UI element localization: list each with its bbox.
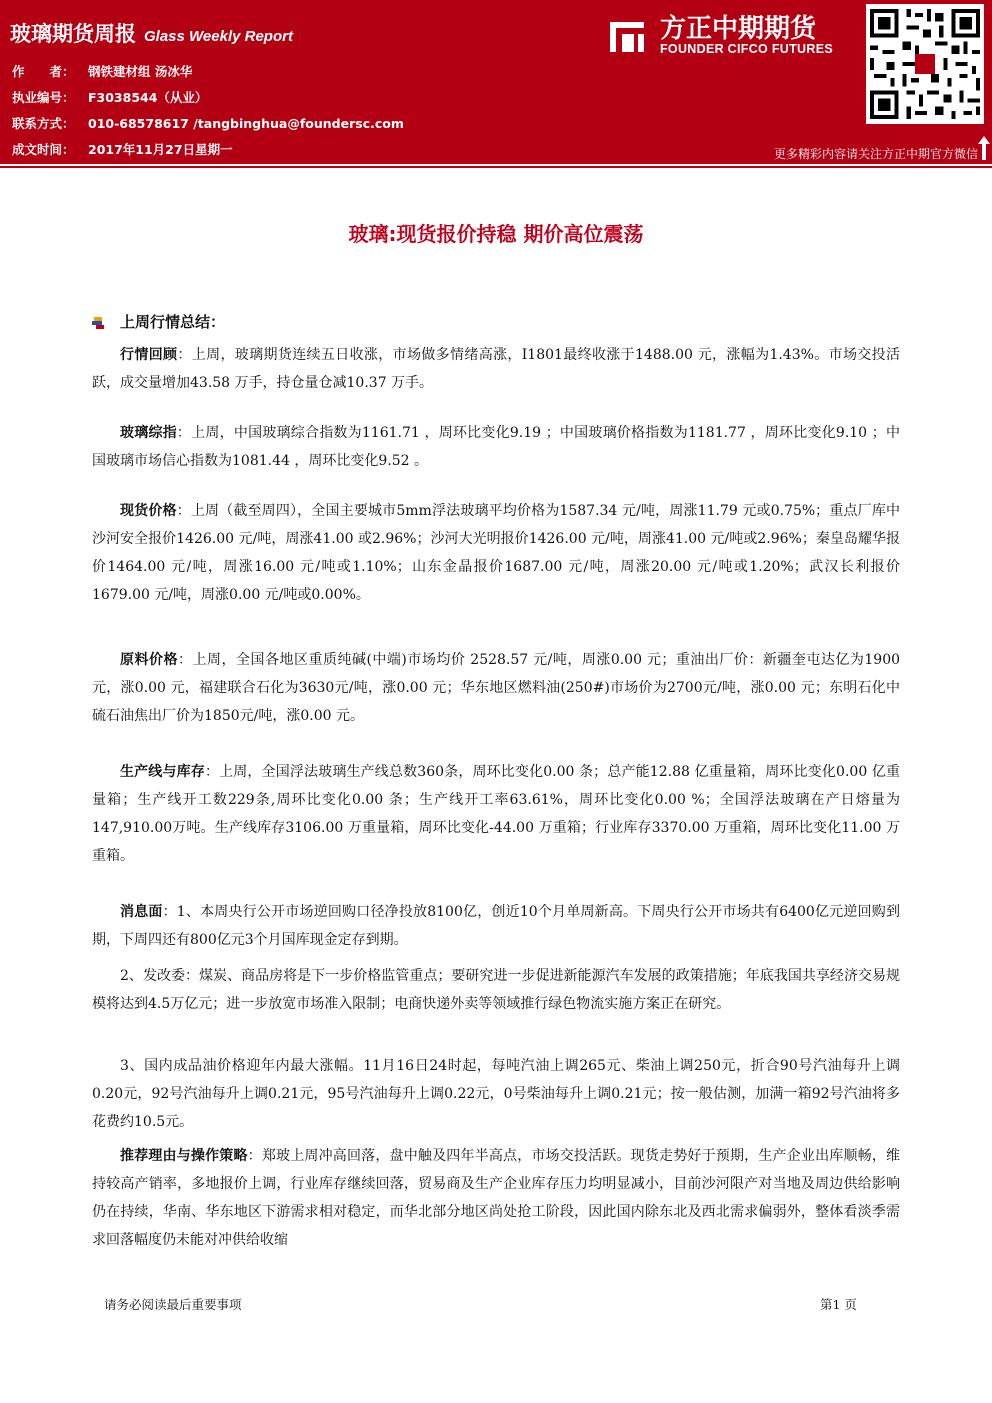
paragraph-text: 2、发改委：煤炭、商品房将是下一步价格监管重点；要研究进一步促进新能源汽车发展的政策措施；年底我国共享经济交易规模将达到4.5万亿元；进一步放宽市场准入限制；电商快递外卖等领域推行绿色物流实施方案正在研究。 — [92, 968, 900, 1012]
section-bullet-icon — [92, 317, 106, 329]
paragraph-text: ：郑玻上周冲高回落，盘中触及四年半高点，市场交投活跃。现货走势好于预期，生产企业出库顺畅，维持较高产销率，多地报价上调，行业库存继续回落，贸易商及生产企业库存压力均明显减小，目前沙河限产对当地及周边供给影响仍在持续，华南、华东地区下游需求相对稳定，而华北部分地区尚处抢工阶段，因此国内除东北及西北需求偏弱外，整体看淡季需求回落幅度仍未能对冲供给收缩 — [92, 1148, 901, 1248]
paragraph-lead: 现货价格 — [120, 503, 177, 519]
paragraph-lead: 行情回顾 — [120, 347, 178, 363]
meta-license — [12, 88, 207, 106]
meta-author — [12, 62, 192, 80]
paragraph-news-3 — [92, 1052, 900, 1136]
paragraph-text: ：1、本周央行公开市场逆回购口径净投放8100亿，创近10个月单周新高。下周央行公开市场共有6400亿元逆回购到期，下周四还有800亿元3个月国库现金定存到期。 — [92, 904, 900, 948]
paragraph-lead: 玻璃综指 — [120, 425, 177, 441]
paragraph-text: ：上周，中国玻璃综合指数为1161.71 ，周环比变化9.19 ；中国玻璃价格指数为1181.77 ，周环比变化9.10 ；中国玻璃市场信心指数为1081.44 ，周环比变化9.52 。 — [92, 425, 900, 469]
paragraph-lead: 生产线与库存 — [120, 764, 205, 780]
header-divider — [0, 166, 992, 168]
paragraph-text: ：上周（截至周四），全国主要城市5mm浮法玻璃平均价格为1587.34 元/吨，周涨11.79 元或0.75%；重点厂库中沙河安全报价1426.00 元/吨，周涨41.00 或2.96%；沙河大光明报价1426.00 元/吨，周涨41.00 元/吨或2.96%；秦皇岛耀华报价1464.00 元/吨，周涨16.00 元/吨或1.10%；山东金晶报价1687.00 元/吨，周涨20.00 元/吨或1.20%；武汉长利报价1679.00 元/吨，周涨0.00 元/吨或0.00%。 — [92, 503, 900, 603]
qr-code-icon — [866, 4, 984, 124]
paragraph-production-inventory — [92, 758, 900, 870]
paragraph-text: ：上周，全国浮法玻璃生产线总数360条，周环比变化0.00 条；总产能12.88 亿重量箱，周环比变化0.00 亿重量箱；生产线开工数229条,周环比变化0.00 条；生产线开工率63.61%，周环比变化0.00 %；全国浮法玻璃在产日熔量为147,910.00万吨。生产线库存3106.00 万重量箱，周环比变化-44.00 万重箱；行业库存3370.00 万重箱，周环比变化11.00 万重箱。 — [92, 764, 900, 864]
meta-label: 联系方式： — [12, 116, 75, 131]
paragraph-text: 3、国内成品油价格迎年内最大涨幅。11月16日24时起，每吨汽油上调265元、柴油上调250元，折合90号汽油每升上调0.20元，92号汽油每升上调0.21元，95号汽油每升上调0.22元，0号柴油每升上调0.21元；按一般估测，加满一箱92号汽油将多花费约10.5元。 — [92, 1058, 900, 1130]
founder-logo-icon — [604, 18, 650, 58]
paragraph-news-2 — [92, 962, 900, 1018]
paragraph-lead: 推荐理由与操作策略 — [120, 1148, 248, 1164]
wechat-tip: 更多精彩内容请关注方正中期官方微信 — [773, 147, 978, 161]
paragraph-raw-material — [92, 646, 900, 730]
paragraph-strategy — [92, 1142, 900, 1254]
meta-value: 钢铁建材组 汤冰华 — [88, 64, 193, 79]
document-title: 玻璃:现货报价持稳 期价高位震荡 — [348, 222, 644, 246]
page-number: 第1 页 — [820, 1297, 857, 1312]
paragraph-lead: 原料价格 — [120, 652, 178, 668]
meta-date — [12, 140, 233, 158]
logo-text-en: FOUNDER CIFCO FUTURES — [660, 42, 833, 56]
paragraph-glass-index — [92, 419, 900, 475]
section-heading — [92, 311, 225, 332]
paragraph-text: ：上周，玻璃期货连续五日收涨，市场做多情绪高涨，I1801最终收涨于1488.00 元，涨幅为1.43%。市场交投活跃，成交量增加43.58 万手，持仓量仓减10.37 万手。 — [92, 347, 901, 391]
meta-label: 作 者： — [12, 64, 75, 79]
report-title-cn: 玻璃期货周报 — [10, 22, 136, 46]
report-title-en: Glass Weekly Report — [144, 28, 293, 45]
arrow-up-icon — [978, 136, 990, 160]
meta-label: 成文时间： — [12, 142, 75, 157]
paragraph-lead: 消息面 — [120, 904, 163, 920]
footer-notice: 请务必阅读最后重要事项 — [104, 1297, 242, 1312]
paragraph-spot-price — [92, 497, 900, 609]
section-heading-text: 上周行情总结： — [120, 313, 226, 331]
paragraph-market-review — [92, 341, 900, 397]
report-title — [10, 18, 293, 48]
paragraph-text: ：上周，全国各地区重质纯碱(中端)市场均价 2528.57 元/吨，周涨0.00 元；重油出厂价：新疆奎屯达亿为1900元，涨0.00 元，福建联合石化为3630元/吨，涨0.00 元；华东地区燃料油(250#)市场价为2700元/吨，涨0.00 元；东明石化中硫石油焦出厂价为1850元/吨，涨0.00 元。 — [92, 652, 901, 724]
meta-value: 010-68578617 /tangbinghua@foundersc.com — [88, 116, 404, 131]
meta-value: 2017年11月27日星期一 — [88, 142, 233, 157]
meta-label: 执业编号： — [12, 90, 75, 105]
meta-value: F3038544（从业） — [88, 90, 208, 105]
logo-text-cn: 方正中期期货 — [660, 14, 817, 44]
meta-contact — [12, 114, 404, 132]
paragraph-news — [92, 898, 900, 954]
